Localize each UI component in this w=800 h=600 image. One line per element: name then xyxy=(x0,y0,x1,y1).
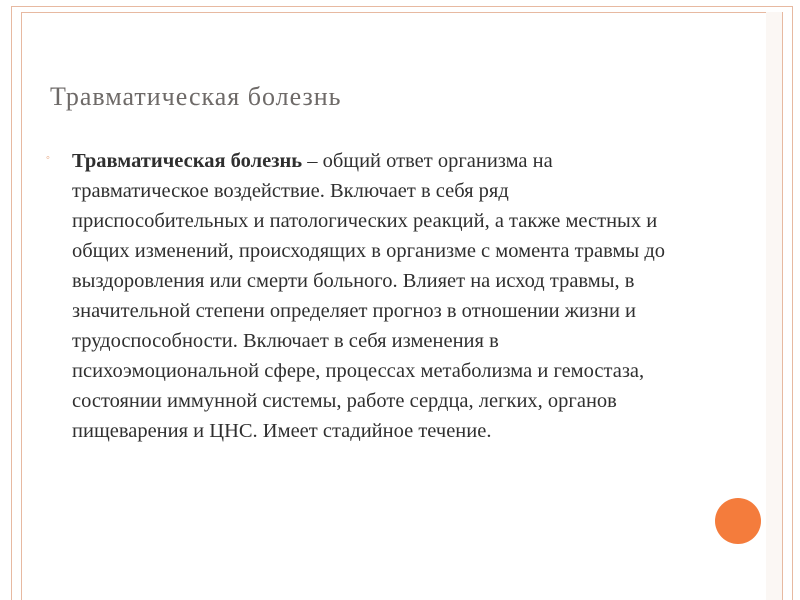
bullet-definition: – общий ответ организма на травматическое воздействие. Включает в себя ряд приспособительных и патологических реакций, а также местных и общих изменений, происходящих в организме с момента травмы до выздоровления или смерти больного. Влияет на исход травмы, в значительной степени определяет прогноз в отношении жизни и трудоспособности. Включает в себя изменения в психоэмоциональной сфере, процессах метаболизма и гемостаза, состоянии иммунной системы, работе сердца, легких, органов пищеварения и ЦНС. Имеет стадийное течение. xyxy=(72,150,666,442)
slide-right-band xyxy=(766,12,782,600)
decorative-circle xyxy=(715,498,761,544)
bullet-marker-icon: ◦ xyxy=(46,152,50,164)
slide-title: Травматическая болезнь xyxy=(50,82,342,111)
bullet-term: Травматическая болезнь xyxy=(72,150,303,172)
bullet-text xyxy=(72,146,686,446)
